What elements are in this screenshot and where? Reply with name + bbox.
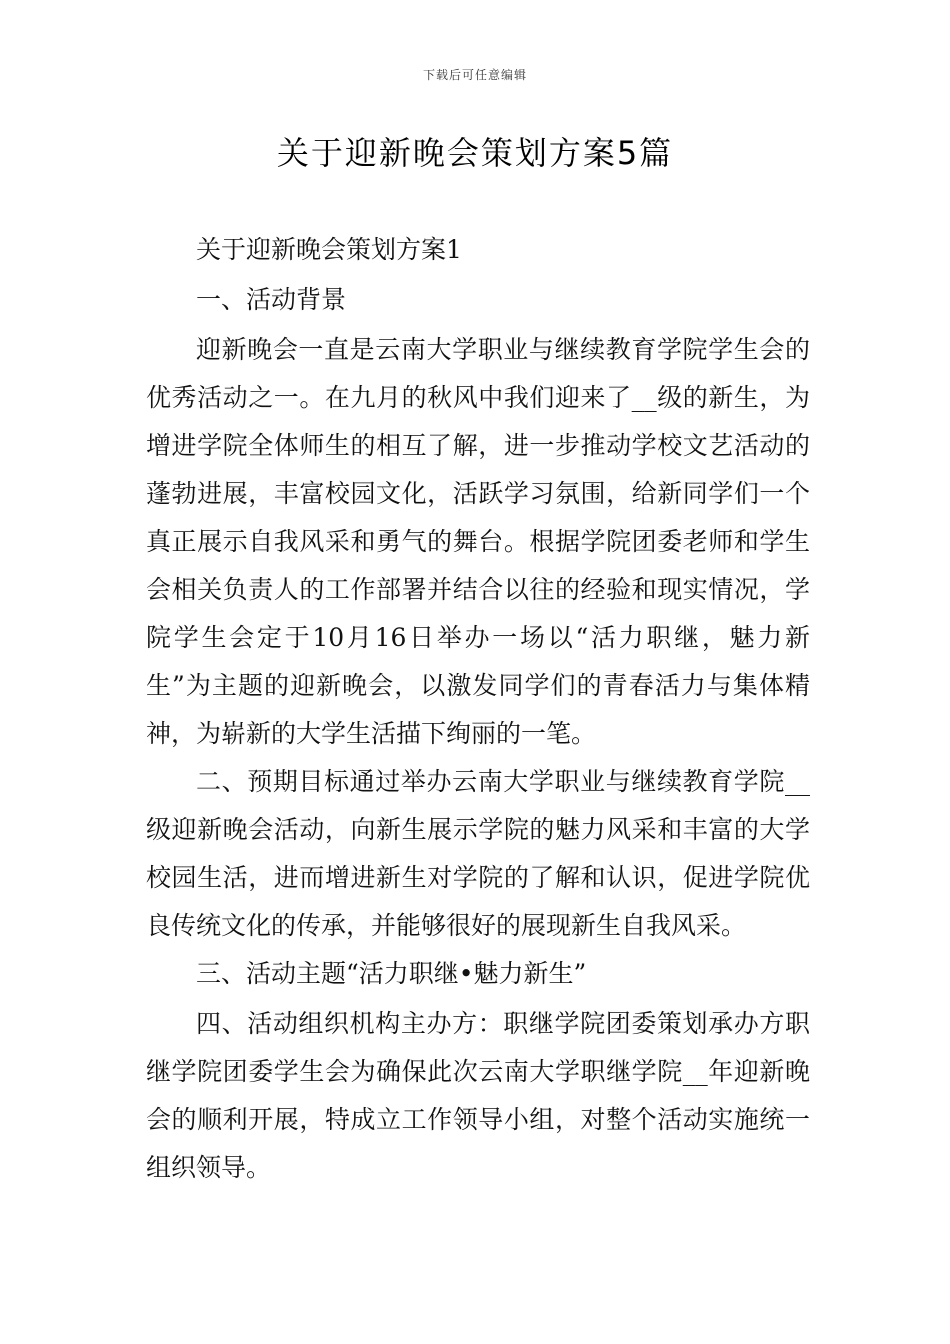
- document-body: [146, 226, 810, 1192]
- header-note: 下载后可任意编辑: [422, 68, 527, 82]
- document-title: 关于迎新晚会策划方案5篇: [276, 134, 674, 172]
- paragraph-theme: 三、活动主题“活力职继•魅力新生”: [196, 959, 587, 988]
- paragraph-goals: 二、预期目标通过举办云南大学职业与继续教育学院__级迎新晚会活动，向新生展示学院的魅力风采和丰富的大学校园生活，进而增进新生对学院的了解和认识，促进学院优良传统文化的传承，并能够很好的展现新生自我风采。: [146, 767, 810, 940]
- section-heading-background: 一、活动背景: [196, 285, 347, 314]
- paragraph-organization: 四、活动组织机构主办方：职继学院团委策划承办方职继学院团委学生会为确保此次云南大学职继学院__年迎新晚会的顺利开展，特成立工作领导小组，对整个活动实施统一组织领导。: [146, 1009, 810, 1182]
- paragraph-background: 迎新晚会一直是云南大学职业与继续教育学院学生会的优秀活动之一。在九月的秋风中我们迎来了__级的新生，为增进学院全体师生的相互了解，进一步推动学校文艺活动的蓬勃进展，丰富校园文化，活跃学习氛围，给新同学们一个真正展示自我风采和勇气的舞台。根据学院团委老师和学生会相关负责人的工作部署并结合以往的经验和现实情况，学院学生会定于10月16日举办一场以“活力职继，魅力新生”为主题的迎新晚会，以激发同学们的青春活力与集体精神，为崭新的大学生活描下绚丽的一笔。: [146, 335, 810, 748]
- section-heading-plan-1: 关于迎新晚会策划方案1: [196, 235, 462, 264]
